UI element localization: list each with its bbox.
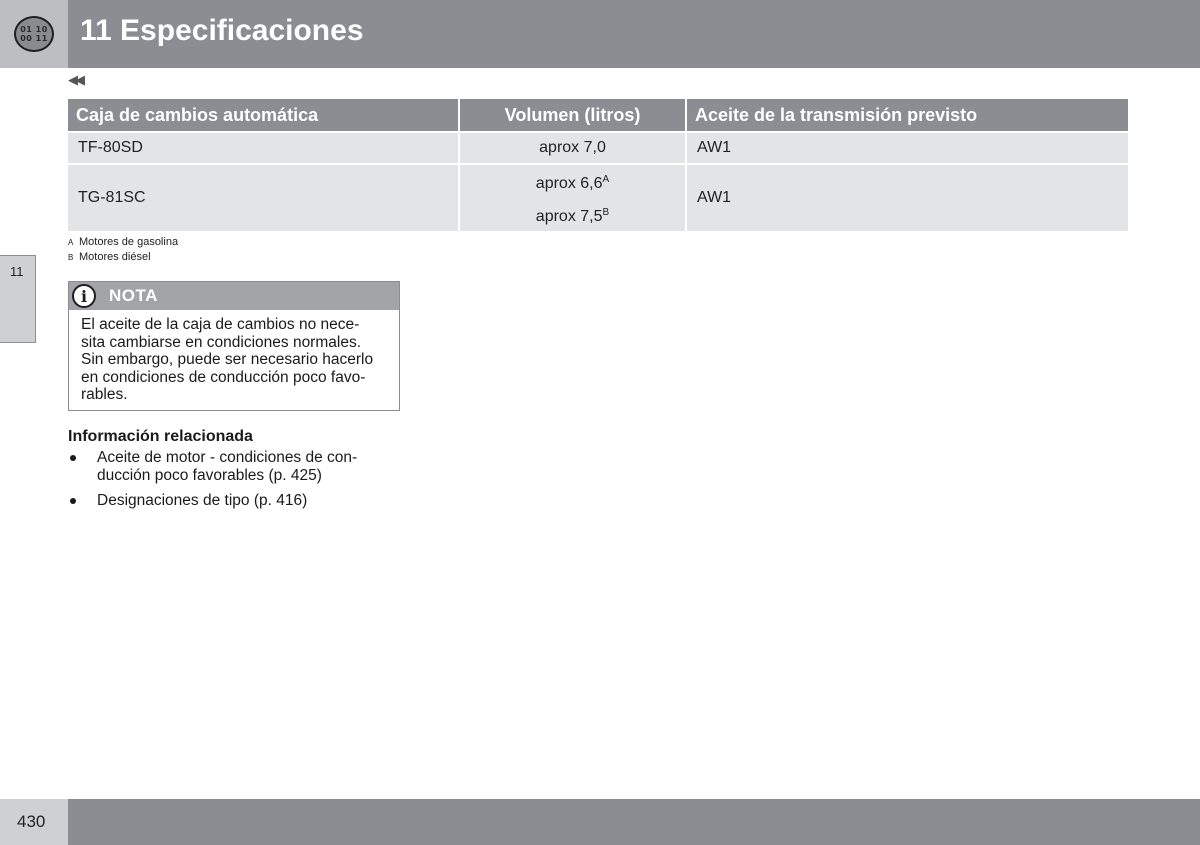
footnote-b: B Motores diésel — [68, 251, 151, 263]
footnote-ref-a: A — [602, 174, 610, 185]
cell-volume — [460, 165, 685, 231]
column-header-oil: Aceite de la transmisión previsto — [687, 99, 1128, 131]
info-icon: i — [72, 284, 96, 308]
footnote-ref-b: B — [602, 207, 610, 218]
chapter-number: 11 — [10, 264, 24, 279]
related-link-engine-oil[interactable]: Aceite de motor - condiciones de con- ducción poco favorables (p. 425) — [68, 449, 408, 485]
page-number-box — [0, 799, 68, 845]
bullet-icon — [70, 455, 76, 461]
cell-gearbox-model: TF-80SD — [68, 133, 458, 163]
cell-oil: AW1 — [687, 165, 1128, 231]
note-title: NOTA — [109, 286, 158, 305]
column-header-volume: Volumen (litros) — [460, 99, 685, 131]
chapter-side-tab[interactable] — [0, 255, 36, 343]
bullet-icon — [70, 498, 76, 504]
page-number: 430 — [17, 812, 46, 831]
related-info-title: Información relacionada — [68, 428, 253, 445]
note-text: El aceite de la caja de cambios no nece- sita cambiarse en condiciones normales. Sin embargo, puede ser necesario hacerlo en condiciones de conducción poco favo- rables. — [81, 316, 374, 403]
transmission-spec-table — [66, 97, 1130, 233]
chapter-icon-box — [0, 0, 68, 68]
specifications-icon: 01 10 00 11 — [14, 16, 54, 52]
table-row — [68, 165, 1128, 231]
footnote-a: A Motores de gasolina — [68, 236, 179, 248]
table-footnotes — [68, 235, 178, 265]
table-row — [68, 133, 1128, 163]
volume-petrol: aprox $6,6^A$ — [535, 174, 610, 192]
note-header — [69, 282, 399, 310]
page-header — [0, 0, 1200, 68]
previous-page-icon[interactable]: ◀◀ — [68, 72, 82, 87]
cell-volume: aprox 7,0 — [460, 133, 685, 163]
related-info-list — [68, 449, 408, 517]
page-footer — [68, 799, 1200, 845]
related-link-type-designations[interactable]: Designaciones de tipo (p. 416) — [68, 492, 408, 510]
note-box — [68, 281, 400, 411]
column-header-gearbox: Caja de cambios automática — [68, 99, 458, 131]
cell-gearbox-model: TG-81SC — [68, 165, 458, 231]
volume-diesel: aprox $7,5^B$ — [535, 207, 610, 225]
table-header-row — [68, 99, 1128, 131]
chapter-title: 11 Especificaciones — [80, 14, 364, 47]
cell-oil: AW1 — [687, 133, 1128, 163]
